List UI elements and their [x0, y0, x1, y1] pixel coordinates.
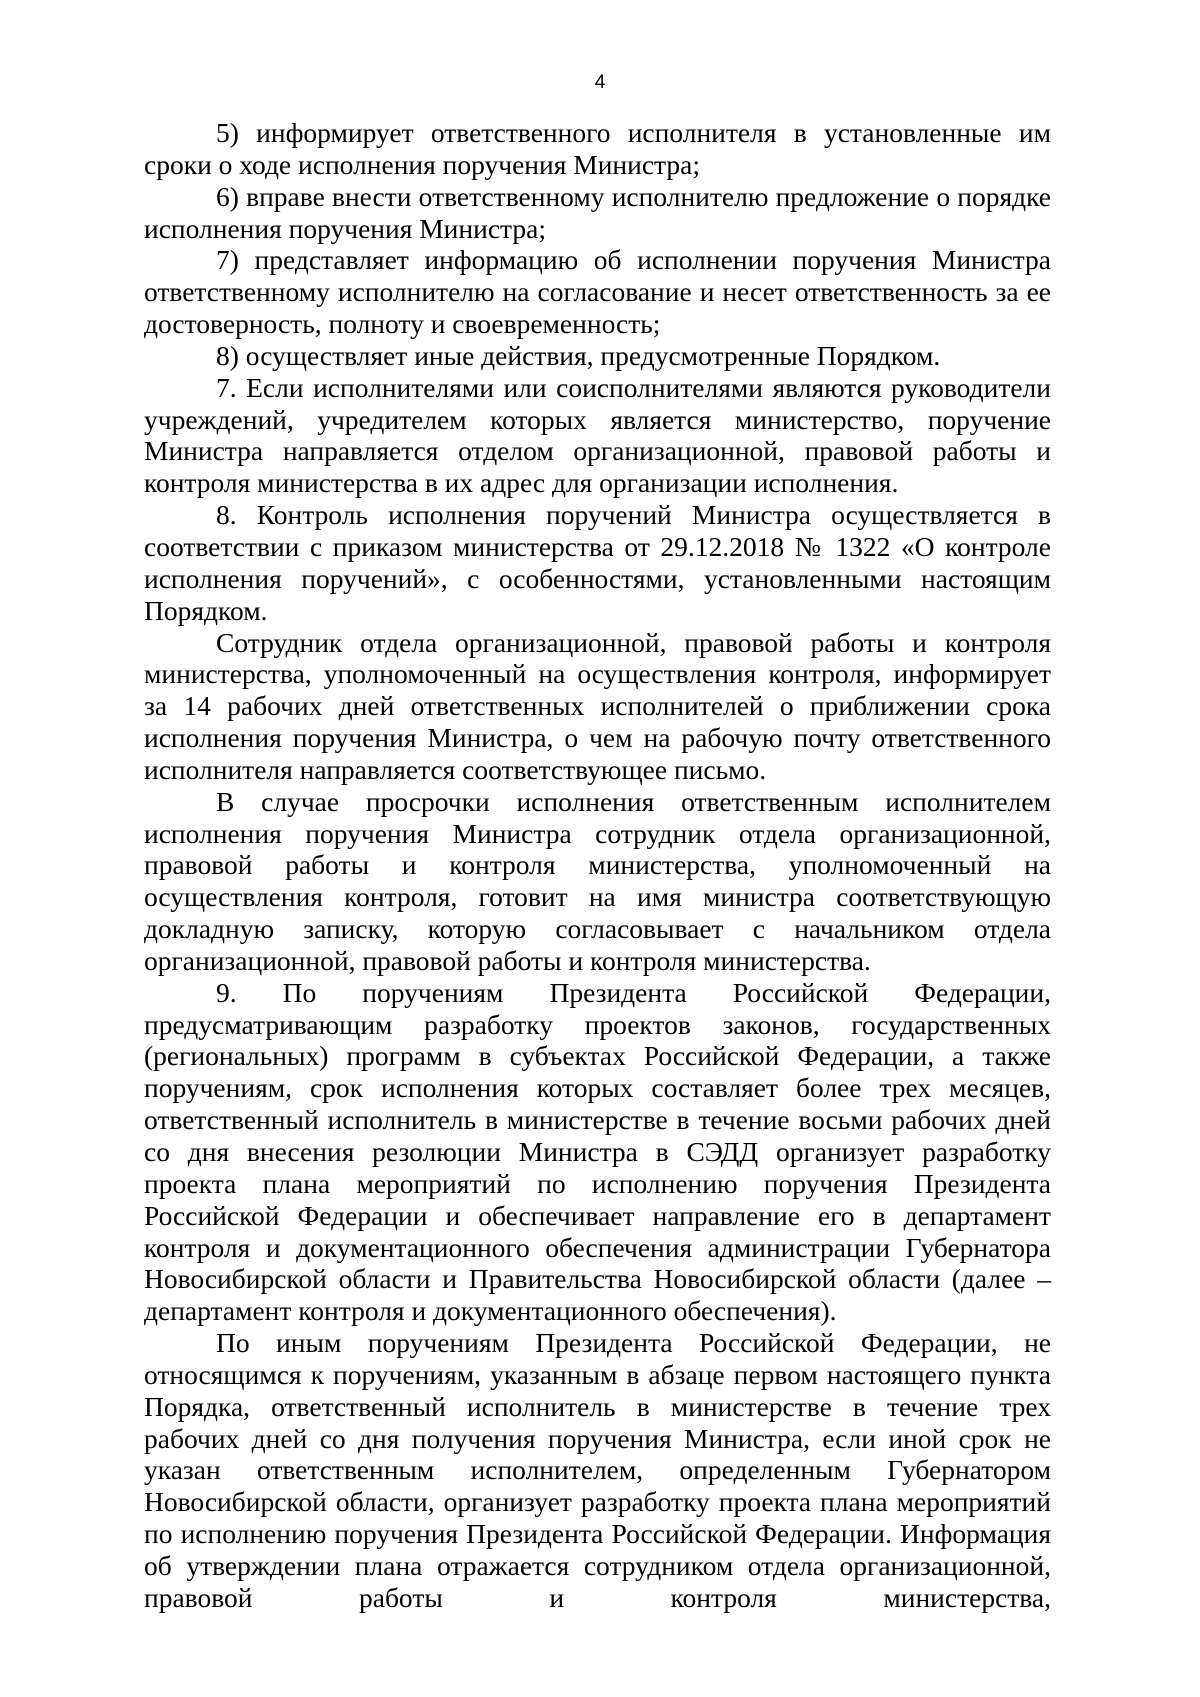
document-body — [144, 117, 1051, 1614]
paragraph-item-6: 6) вправе внести ответственному исполнителю предложение о порядке исполнения поручения Министра; — [144, 180, 1051, 244]
paragraph-item-5: 5) информирует ответственного исполнителя в установленные им сроки о ходе исполнения поручения Министра; — [144, 117, 1051, 180]
paragraph-section-9: 9. По поручениям Президента Российской Федерации, предусматривающим разработку проектов законов, государственных (региональных) программ в субъектах Российской Федерации, а также поручениям, срок исполнения которых составляет более трех месяцев, ответственный исполнитель в министерстве в течение восьми рабочих дней со дня внесения резолюции Министра в СЭДД организует разработку проекта плана мероприятий по исполнению поручения Президента Российской Федерации и обеспечивает направление его в департамент контроля и документационного обеспечения администрации Губернатора Новосибирской области и Правительства Новосибирской области (далее – департамент контроля и документационного обеспечения). — [144, 976, 1051, 1327]
paragraph-section-7: 7. Если исполнителями или соисполнителями являются руководители учреждений, учредителем которых является министерство, поручение Министра направляется отделом организационной, правовой работы и контроля министерства в их адрес для организации исполнения. — [144, 371, 1051, 499]
paragraph-section-8: 8. Контроль исполнения поручений Министра осуществляется в соответствии с приказом министерства от 29.12.2018 № 1322 «О контроле исполнения поручений», с особенностями, установленными настоящим Порядком. — [144, 499, 1051, 626]
page-number: 4 — [594, 72, 606, 93]
paragraph-item-8: 8) осуществляет иные действия, предусмотренные Порядком. — [216, 339, 941, 371]
paragraph-overdue: В случае просрочки исполнения ответственным исполнителем исполнения поручения Министра сотрудник отдела организационной, правовой работы и контроля министерства, уполномоченный на осуществления контроля, готовит на имя министра соответствующую докладную записку, которую согласовывает с начальником отдела организационной, правовой работы и контроля министерства. — [144, 785, 1051, 976]
paragraph-other-orders: По иным поручениям Президента Российской Федерации, не относящимся к поручениям, указанным в абзаце первом настоящего пункта Порядка, ответственный исполнитель в министерстве в течение трех рабочих дней со дня получения поручения Министра, если иной срок не указан ответственным исполнителем, определенным Губернатором Новосибирской области, организует разработку проекта плана мероприятий по исполнению поручения Президента Российской Федерации. Информация об утверждении плана отражается сотрудником отдела организационной, правовой работы и контроля министерства, — [144, 1327, 1051, 1613]
paragraph-item-7: 7) представляет информацию об исполнении поручения Министра ответственному исполнителю на согласование и несет ответственность за ее достоверность, полноту и своевременность; — [144, 244, 1051, 340]
paragraph-control-notice: Сотрудник отдела организационной, правовой работы и контроля министерства, уполномоченный на осуществления контроля, информирует за 14 рабочих дней ответственных исполнителей о приближении срока исполнения поручения Министра, о чем на рабочую почту ответственного исполнителя направляется соответствующее письмо. — [144, 626, 1051, 785]
